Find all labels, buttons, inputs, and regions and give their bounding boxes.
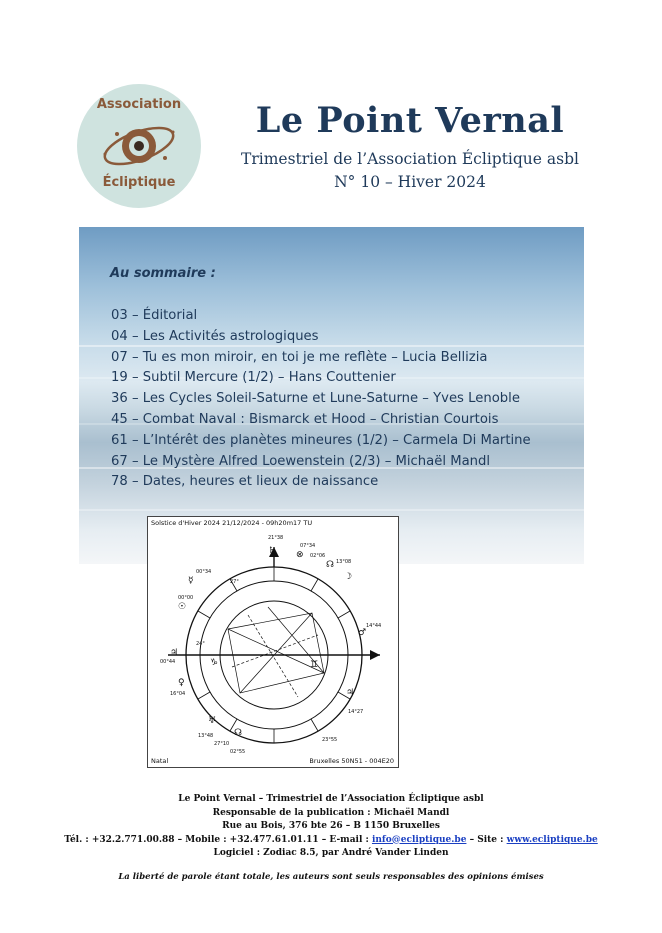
toc-item: 67 – Le Mystère Alfred Loewenstein (2/3) – Michaël Mandl [111, 453, 491, 469]
toc-item: 07 – Tu es mon miroir, en toi je me reflète – Lucia Bellizia [111, 349, 488, 365]
footer-site-label: – Site : [466, 834, 507, 845]
svg-text:♑: ♑ [210, 658, 219, 668]
chart-degree-label: 14°44 [366, 623, 382, 629]
footer-line-2: Responsable de la publication : Michaël Mandl [212, 807, 450, 818]
svg-text:☿: ☿ [188, 576, 194, 586]
chart-footer-left: Natal [151, 757, 169, 765]
toc-item: 78 – Dates, heures et lieux de naissance [111, 474, 379, 490]
chart-degree-label: 00°00 [178, 595, 194, 601]
footer-line-1: Le Point Vernal – Trimestriel de l’Association Écliptique asbl [178, 794, 484, 804]
website-link[interactable]: www.ecliptique.be [506, 834, 598, 845]
magazine-title: Le Point Vernal [255, 100, 565, 141]
disclaimer-note: La liberté de parole étant totale, les auteurs sont seuls responsables des opinions émises [118, 872, 544, 882]
sommaire-heading: Au sommaire : [110, 266, 216, 281]
toc-item: 45 – Combat Naval : Bismarck et Hood – Christian Courtois [111, 411, 499, 427]
chart-footer-right: Bruxelles 50N51 - 004E20 [309, 757, 394, 765]
footer-line-5: Logiciel : Zodiac 8.5, par André Vander Linden [213, 848, 449, 858]
chart-degree-label: 13°08 [336, 559, 352, 565]
svg-text:☊: ☊ [326, 560, 334, 570]
footer-contact-line [40, 834, 622, 848]
chart-header: Solstice d'Hiver 2024 21/12/2024 - 09h20m17 TU [151, 519, 313, 527]
chart-degree-label: 21°38 [268, 535, 284, 541]
zodiac-wheel-icon [148, 517, 399, 768]
astrological-chart [147, 516, 399, 768]
toc-item: 03 – Éditorial [111, 308, 198, 323]
chart-degree-label: 24° [196, 641, 205, 647]
footer-phone-text: Tél. : +32.2.771.00.88 – Mobile : +32.477.61.01.11 – E-mail : [64, 834, 372, 845]
svg-text:☊: ☊ [234, 728, 242, 738]
logo-text-bottom: Écliptique [102, 175, 176, 190]
logo-text-top: Association [96, 97, 182, 112]
chart-degree-label: 07°34 [300, 543, 316, 549]
chart-degree-label: 13°48 [198, 733, 214, 739]
svg-text:♀: ♀ [178, 678, 185, 688]
svg-text:♊: ♊ [310, 660, 319, 670]
chart-degree-label: 00°34 [196, 569, 212, 575]
chart-degree-label: 14°27 [348, 709, 364, 715]
svg-text:☽: ☽ [344, 572, 353, 582]
issue-number: N° 10 – Hiver 2024 [334, 173, 486, 191]
svg-text:♄: ♄ [268, 546, 277, 556]
toc-item: 61 – L’Intérêt des planètes mineures (1/2) – Carmela Di Martine [111, 432, 531, 448]
association-logo [77, 84, 201, 208]
svg-text:♅: ♅ [208, 716, 217, 726]
table-of-contents [111, 306, 531, 493]
magazine-subtitle: Trimestriel de l’Association Écliptique asbl [241, 150, 579, 168]
chart-degree-label: 27°10 [214, 741, 230, 747]
svg-text:☉: ☉ [178, 602, 187, 612]
chart-degree-label: 02°06 [310, 553, 326, 559]
chart-degree-label: 23°55 [322, 737, 338, 743]
chart-degree-label: 02°55 [230, 749, 246, 755]
email-link[interactable]: info@ecliptique.be [371, 834, 467, 845]
chart-degree-label: 16°04 [170, 691, 186, 697]
toc-item: 04 – Les Activités astrologiques [111, 328, 319, 344]
footer-line-3: Rue au Bois, 376 bte 26 – B 1150 Bruxelles [222, 821, 440, 831]
toc-item: 36 – Les Cycles Soleil-Saturne et Lune-Saturne – Yves Lenoble [111, 391, 520, 407]
publication-footer [40, 793, 622, 861]
svg-text:♃: ♃ [346, 688, 355, 698]
chart-degree-label: 27° [230, 579, 239, 585]
svg-text:♃: ♃ [170, 648, 179, 658]
chart-degree-label: 00°44 [160, 659, 176, 665]
svg-text:♂: ♂ [358, 628, 367, 638]
svg-text:⊗: ⊗ [296, 550, 304, 560]
toc-item: 19 – Subtil Mercure (1/2) – Hans Couttenier [111, 370, 396, 386]
